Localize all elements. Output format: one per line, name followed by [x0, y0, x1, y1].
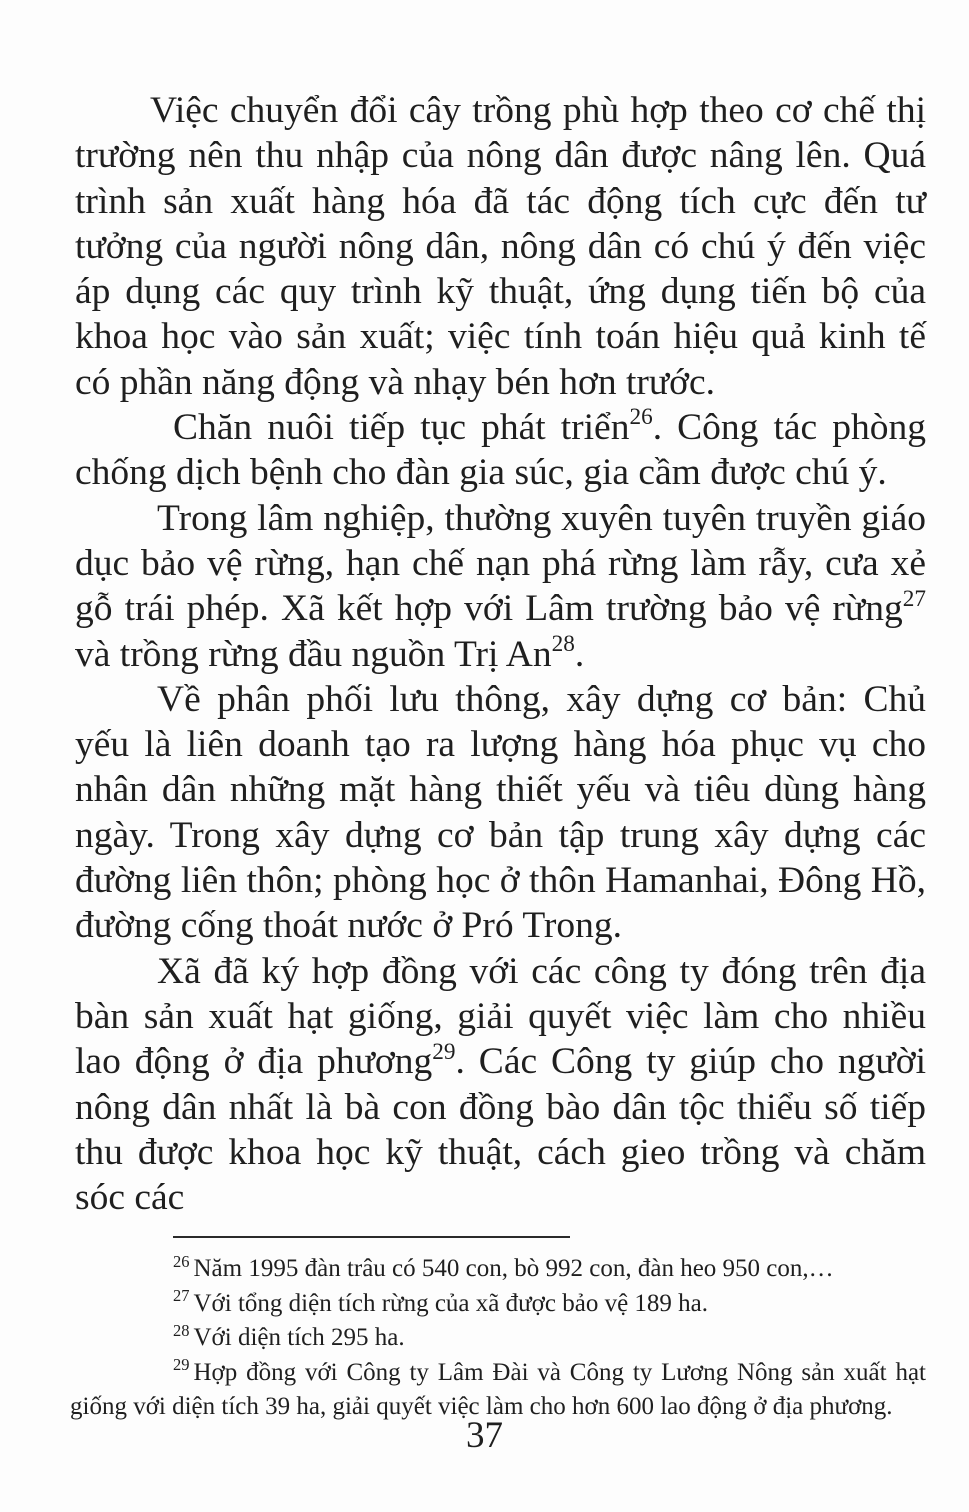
- page-number: 37: [466, 1415, 503, 1456]
- paragraph-text: . Các Công ty giúp cho người nông dân nhất là bà con đồng bào dân tộc thiểu số tiếp thu được khoa học kỹ thuật, cách gieo trồng và chăm sóc các: [75, 1041, 926, 1219]
- body-text: [75, 88, 926, 1220]
- footnote-number: 28: [173, 1320, 190, 1340]
- paragraph-text: . Công tác phòng chống dịch bệnh cho đàn gia súc, gia cầm được chú ý.: [75, 407, 926, 494]
- footnote-text: Với diện tích 295 ha.: [193, 1324, 405, 1351]
- footnote-text: Với tổng diện tích rừng của xã được bảo vệ 189 ha.: [193, 1289, 709, 1317]
- paragraph-distribution: [75, 677, 926, 949]
- paragraph-text: .: [574, 633, 585, 675]
- footnote-text: Hợp đồng với Công ty Lâm Đài và Công ty Lương Nông sản xuất hạt giống với diện tích 39 ha, giải quyết việc làm cho hơn 600 lao động ở địa phương.: [70, 1358, 926, 1420]
- paragraph-text: Về phân phối lưu thông, xây dựng cơ bản: Chủ yếu là liên doanh tạo ra lượng hàng hóa phục vụ cho nhân dân những mặt hàng thiết yếu và tiêu dùng hàng ngày. Trong xây dựng cơ bản tập trung xây dựng các đường liên thôn; phòng học ở thôn Hamanhai, Đông Hồ, đường cống thoát nước ở Pró Trong.: [75, 678, 926, 947]
- footnote-reference: 27: [902, 585, 926, 612]
- paragraph-crop-conversion: [75, 88, 926, 405]
- footnote-reference: 26: [629, 404, 653, 431]
- paragraph-text: và trồng rừng đầu nguồn Trị An: [75, 633, 552, 675]
- footnote-reference: 29: [432, 1038, 456, 1065]
- paragraph-text: Trong lâm nghiệp, thường xuyên tuyên truyền giáo dục bảo vệ rừng, hạn chế nạn phá rừng làm rẫy, cưa xẻ gỗ trái phép. Xã kết hợp với Lâm trường bảo vệ rừng: [75, 497, 926, 630]
- footnote: [70, 1321, 926, 1356]
- paragraph-forestry: [75, 496, 926, 677]
- paragraph-text: Việc chuyển đổi cây trồng phù hợp theo cơ chế thị trường nên thu nhập của nông dân được nâng lên. Quá trình sản xuất hàng hóa đã tác động tích cực đến tư tưởng của người nông dân, nông dân có chú ý đến việc áp dụng các quy trình kỹ thuật, ứng dụng tiến bộ của khoa học vào sản xuất; việc tính toán hiệu quả kinh tế có phần năng động và nhạy bén hơn trước.: [75, 90, 926, 403]
- footnote: [70, 1252, 926, 1287]
- footnote-number: 26: [173, 1251, 190, 1271]
- footnote: [70, 1287, 926, 1322]
- paragraph-text: Chăn nuôi tiếp tục phát triển: [173, 407, 630, 449]
- footnote-reference: 28: [551, 630, 575, 657]
- paragraph-livestock: [75, 405, 926, 496]
- footnote-text: Năm 1995 đàn trâu có 540 con, bò 992 con, đàn heo 950 con,…: [193, 1255, 834, 1282]
- footnote-number: 27: [173, 1286, 190, 1306]
- paragraph-text: Xã đã ký hợp đồng với các công ty đóng trên địa bàn sản xuất hạt giống, giải quyết việc làm cho nhiều lao động ở địa phương: [75, 950, 926, 1083]
- footnote-separator: [173, 1236, 570, 1238]
- footnote-number: 29: [173, 1355, 190, 1375]
- paragraph-contracts: [75, 949, 926, 1221]
- footnotes: [70, 1252, 926, 1425]
